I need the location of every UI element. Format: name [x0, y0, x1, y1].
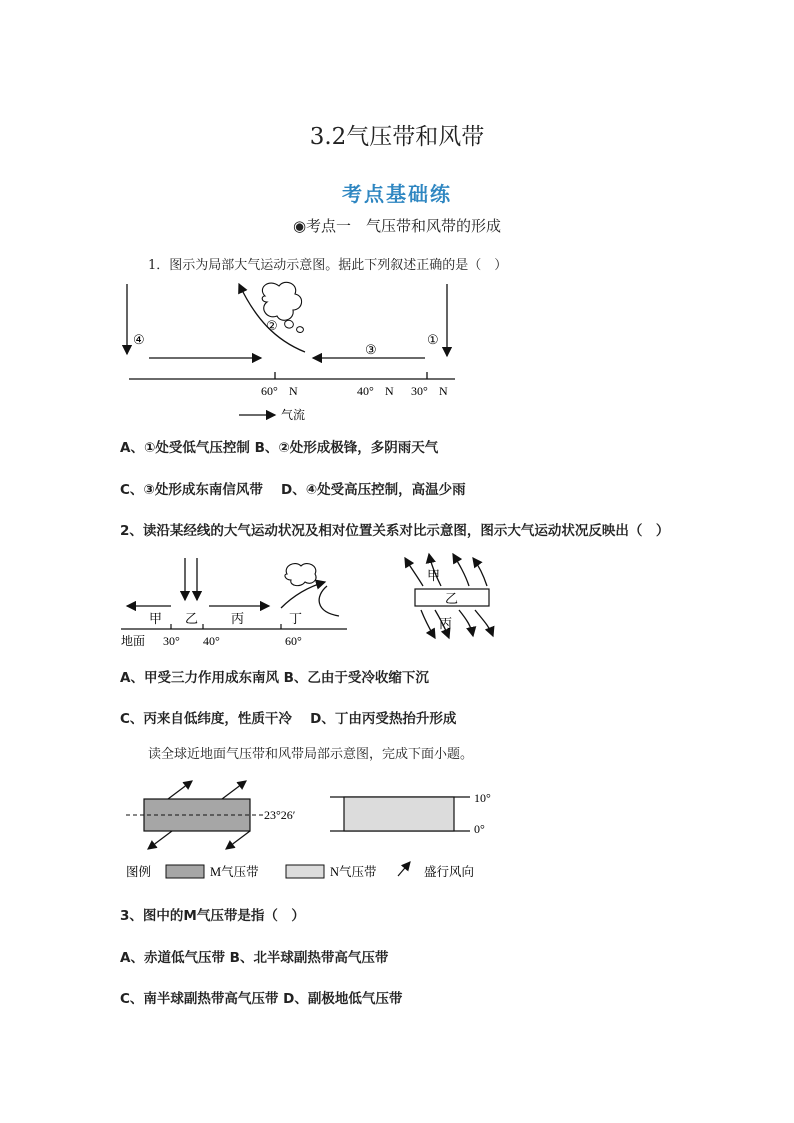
q1-diagram	[115, 278, 465, 428]
section-heading: 考点基础练	[342, 182, 452, 206]
q1-tick-30: 30°	[411, 384, 428, 398]
q3-options-cd: C、南半球副热带高气压带 D、副极地低气压带	[120, 991, 403, 1007]
q2-options-cd: C、丙来自低纬度，性质干冷 D、丁由丙受热抬升形成	[120, 711, 457, 727]
q1-tick-n3: N	[439, 384, 448, 398]
q2-right-label-yi: 乙	[445, 591, 459, 606]
topic-heading: ◉考点一 气压带和风带的形成	[292, 217, 502, 235]
q3-legend-m: M气压带	[210, 865, 259, 879]
q1-label-2: ②	[266, 318, 278, 333]
q2-right-label-jia: 甲	[427, 568, 441, 583]
page-title: 3.2气压带和风带	[309, 124, 485, 150]
q1-label-4: ④	[133, 332, 145, 347]
q1-label-1: ①	[427, 332, 439, 347]
q2-label-jia: 甲	[149, 611, 163, 626]
q3-lat-m: 23°26′	[264, 808, 296, 822]
q3-legend-wind: 盛行风向	[424, 865, 475, 879]
q1-tick-n2: N	[385, 384, 394, 398]
q2-right-label-bing: 丙	[439, 616, 453, 631]
q2-tick-40: 40°	[203, 634, 220, 648]
q3-legend-n: N气压带	[330, 865, 377, 879]
q1-tick-40: 40°	[357, 384, 374, 398]
q1-stem: 1．图示为局部大气运动示意图。据此下列叙述正确的是（ ）	[148, 258, 508, 273]
q3-intro: 读全球近地面气压带和风带局部示意图，完成下面小题。	[148, 747, 474, 762]
q2-tick-30: 30°	[163, 634, 180, 648]
q1-label-3: ③	[365, 342, 377, 357]
q2-options-ab: A、甲受三力作用成东南风 B、乙由于受冷收缩下沉	[120, 670, 429, 686]
q2-right-diagram	[395, 550, 510, 645]
q1-tick-60: 60°	[261, 384, 278, 398]
q2-tick-60: 60°	[285, 634, 302, 648]
q3-stem: 3、图中的M气压带是指（ ）	[120, 908, 305, 924]
q1-tick-n1: N	[289, 384, 298, 398]
q3-options-ab: A、赤道低气压带 B、北半球副热带高气压带	[120, 950, 389, 966]
q2-label-ground: 地面	[121, 634, 146, 648]
q3-diagram	[120, 775, 500, 885]
q2-label-bing: 丙	[231, 611, 245, 626]
q2-label-yi: 乙	[185, 611, 199, 626]
q3-lat-top: 10°	[474, 791, 491, 805]
q2-label-ding: 丁	[289, 611, 303, 626]
q1-options-cd: C、③处形成东南信风带 D、④处受高压控制，高温少雨	[120, 482, 466, 498]
q3-lat-bottom: 0°	[474, 822, 485, 836]
q1-options-ab: A、①处受低气压控制 B、②处形成极锋，多阴雨天气	[120, 440, 439, 456]
q2-stem: 2、读沿某经线的大气运动状况及相对位置关系对比示意图，图示大气运动状况反映出（ ）	[120, 523, 670, 539]
q3-legend-title: 图例	[126, 865, 152, 879]
q2-left-diagram	[115, 550, 355, 650]
q1-legend-label: 气流	[281, 408, 306, 422]
